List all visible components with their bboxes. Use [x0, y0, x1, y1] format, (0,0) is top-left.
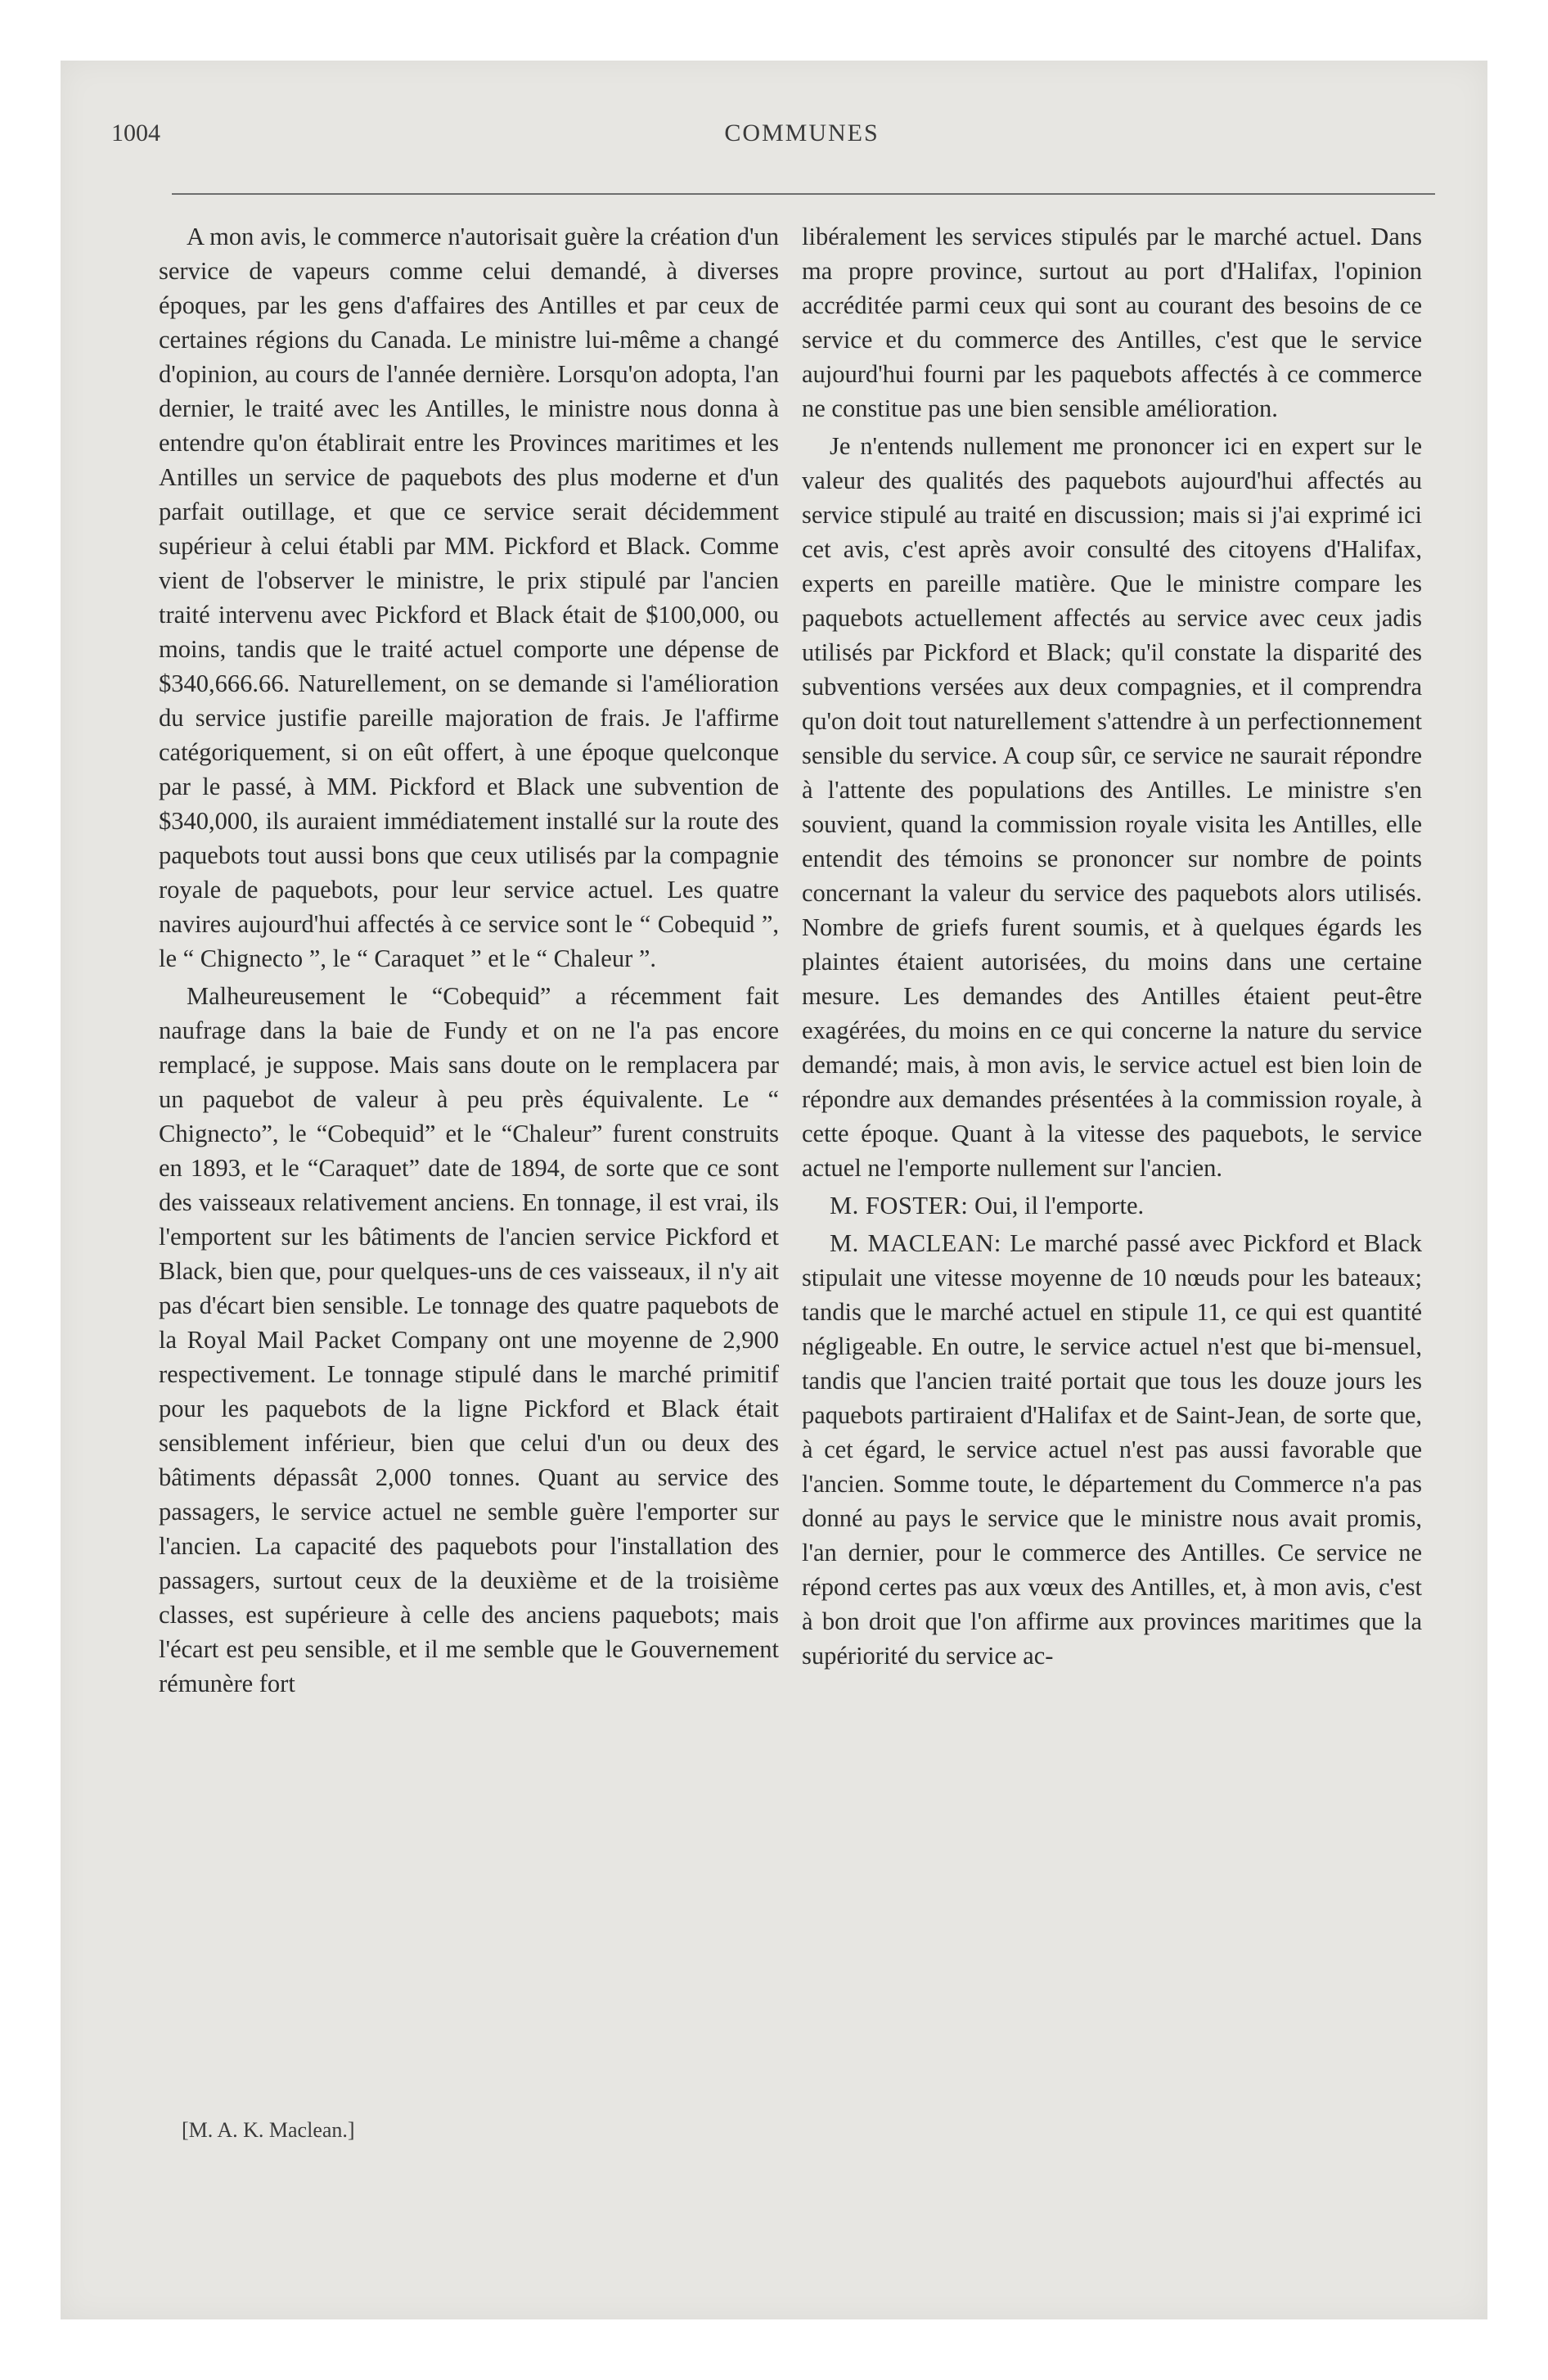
paragraph: Malheureusement le “Cobequid” a récemment fait naufrage dans la baie de Fundy et on ne l'a pas encore remplacé, je suppose. Mais sans doute on le remplacera par un paquebot de valeur à peu près équivalente. Le “ Chignecto”, le “Cobequid” et le “Chaleur” furent construits en 1893, et le “Caraquet” date de 1894, de sorte que ce sont des vaisseaux relativement anciens. En tonnage, il est vrai, ils l'emportent sur les bâtiments de l'ancien service Pickford et Black, bien que, pour quelques-uns de ces vaisseaux, il n'y ait pas d'écart bien sensible. Le tonnage des quatre paquebots de la Royal Mail Packet Company ont une moyenne de 2,900 respectivement. Le tonnage stipulé dans le marché primitif pour les paquebots de la ligne Pickford et Black était sensiblement inférieur, bien que celui d'un ou deux des bâtiments dépassât 2,000 tonnes. Quant au service des passagers, le service actuel ne semble guère l'emporter sur l'ancien. La capacité des paquebots pour l'installation des passagers, surtout ceux de la deuxième et de la troisième classes, est supérieure à celle des anciens paquebots; mais l'écart est peu sensible, et il me semble que le Gouvernement rémunère fort [159, 982, 779, 1697]
header-rule [172, 193, 1435, 195]
left-column [159, 219, 779, 1704]
page-number: 1004 [111, 119, 160, 146]
speech-maclean [802, 1226, 1422, 1673]
speaker-name: M. MACLEAN: [830, 1229, 1001, 1257]
running-title: COMMUNES [724, 119, 880, 146]
speech-text: Le marché passé avec Pickford et Black stipulait une vitesse moyenne de 10 nœuds pour les bateaux; tandis que le marché actuel en stipule 11, ce qui est quantité négligeable. En outre, le service actuel n'est que bi-mensuel, tandis que l'ancien traité portait que tous les douze jours les paquebots partiraient d'Halifax et de Saint-Jean, de sorte que, à cet égard, le service actuel n'est pas aussi favorable que l'ancien. Somme toute, le département du Commerce n'a pas donné au pays le service que le ministre nous avait promis, l'an dernier, pour le commerce des Antilles. Ce service ne répond certes pas aux vœux des Antilles, et, à mon avis, c'est à bon droit que l'on affirme aux provinces maritimes que la supériorité du service ac- [802, 1229, 1422, 1670]
paragraph: Je n'entends nullement me prononcer ici en expert sur le valeur des qualités des paquebots aujourd'hui affectés au service stipulé au traité en discussion; mais si j'ai exprimé ici cet avis, c'est après avoir consulté des citoyens d'Halifax, experts en pareille matière. Que le ministre compare les paquebots actuellement affectés au service avec ceux jadis utilisés par Pickford et Black; qu'il constate la disparité des subventions versées aux deux compagnies, et il comprendra qu'on doit tout naturellement s'attendre à un perfectionnement sensible du service. A coup sûr, ce service ne saurait répondre à l'attente des populations des Antilles. Le ministre s'en souvient, quand la commission royale visita les Antilles, elle entendit des témoins se prononcer sur nombre de points concernant la valeur du service des paquebots alors utilisés. Nombre de griefs furent soumis, et à quelques égards les plaintes étaient autorisées, du moins dans une certaine mesure. Les demandes des Antilles étaient peut-être exagérées, du moins en ce qui concerne la nature du service demandé; mais, à mon avis, le service actuel est bien loin de répondre aux demandes présentées à la commission royale, à cette époque. Quant à la vitesse des paquebots, le service actuel ne l'emporte nullement sur l'ancien. [802, 432, 1422, 1182]
paragraph: libéralement les services stipulés par le marché actuel. Dans ma propre province, surtout au port d'Halifax, l'opinion accréditée parmi ceux qui sont au courant des besoins de ce service et du commerce des Antilles, c'est que le service aujourd'hui fourni par les paquebots affectés à ce commerce ne constitue pas une bien sensible amélioration. [802, 223, 1422, 422]
speaker-attribution: [M. A. K. Maclean.] [182, 2118, 355, 2142]
speaker-name: M. FOSTER: [830, 1192, 969, 1219]
right-column [802, 219, 1422, 1676]
paragraph: A mon avis, le commerce n'autorisait guère la création d'un service de vapeurs comme celui demandé, à diverses époques, par les gens d'affaires des Antilles et par ceux de certaines régions du Canada. Le ministre lui-même a changé d'opinion, au cours de l'année dernière. Lorsqu'on adopta, l'an dernier, le traité avec les Antilles, le ministre nous donna à entendre qu'on établirait entre les Provinces maritimes et les Antilles un service de paquebots des plus moderne et d'un parfait outillage, et que ce service serait décidemment supérieur à celui établi par MM. Pickford et Black. Comme vient de l'observer le ministre, le prix stipulé par l'ancien traité intervenu avec Pickford et Black était de $100,000, ou moins, tandis que le traité actuel comporte une dépense de $340,666.66. Naturellement, on se demande si l'amélioration du service justifie pareille majoration de frais. Je l'affirme catégoriquement, si on eût offert, à une époque quelconque par le passé, à MM. Pickford et Black une subvention de $340,000, ils auraient immédiatement installé sur la route des paquebots tout aussi bons que ceux utilisés par la compagnie royale de paquebots, pour leur service actuel. Les quatre navires aujourd'hui affectés à ce service sont le “ Cobequid ”, le “ Chignecto ”, le “ Caraquet ” et le “ Chaleur ”. [159, 223, 779, 972]
speech-foster [802, 1188, 1422, 1223]
speech-text: Oui, il l'emporte. [968, 1192, 1145, 1219]
